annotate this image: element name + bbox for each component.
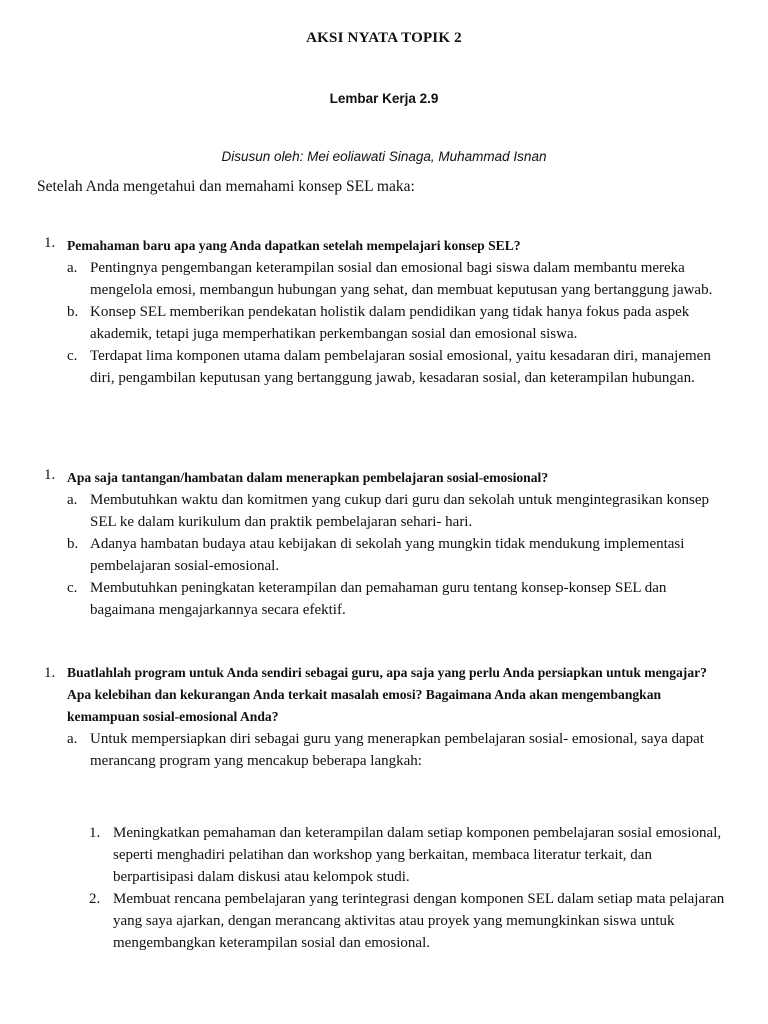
answer-text: Konsep SEL memberikan pendekatan holistik dalam pendidikan yang tidak hanya fokus pada aspek akademik, tetapi juga memperhatikan perkembangan sosial dan emosional siswa. xyxy=(90,304,690,342)
answer-item xyxy=(0,489,768,533)
question-row xyxy=(0,662,768,728)
question-text: Apa saja tantangan/hambatan dalam menerapkan pembelajaran sosial-emosional? xyxy=(67,470,549,485)
authors-line: Disusun oleh: Mei eoliawati Sinaga, Muhammad Isnan xyxy=(221,149,547,164)
step-number: 2. xyxy=(89,891,101,907)
answer-text: Untuk mempersiapkan diri sebagai guru yang menerapkan pembelajaran sosial- emosional, saya dapat merancang program yang mencakup beberapa langkah: xyxy=(90,731,704,769)
question-text: Buatlahlah program untuk Anda sendiri sebagai guru, apa saja yang perlu Anda persiapkan untuk mengajar? Apa kelebihan dan kekurangan Anda terkait masalah emosi? Bagaimana Anda akan mengembangkan kemampuan sosial-emosional Anda? xyxy=(67,665,707,724)
question-section-3 xyxy=(0,662,768,954)
step-text: Membuat rencana pembelajaran yang terintegrasi dengan komponen SEL dalam setiap mata pelajaran yang saya ajarkan, dengan merancang aktivitas atau proyek yang memungkinkan siswa untuk mengembangkan keterampilan sosial dan emosional. xyxy=(113,891,725,951)
answer-text: Membutuhkan waktu dan komitmen yang cukup dari guru dan sekolah untuk mengintegrasikan konsep SEL ke dalam kurikulum dan praktik pembelajaran sehari- hari. xyxy=(90,492,710,530)
answer-letter: a. xyxy=(67,260,78,276)
answer-item xyxy=(0,345,768,389)
question-row xyxy=(0,467,768,489)
question-number: 1. xyxy=(44,235,56,251)
program-step xyxy=(0,822,768,888)
answer-letter: a. xyxy=(67,492,78,508)
answer-item xyxy=(0,257,768,301)
answer-letter: a. xyxy=(67,731,78,747)
spacer xyxy=(0,772,768,822)
answer-letter: b. xyxy=(67,536,79,552)
question-number: 1. xyxy=(44,467,56,483)
question-row xyxy=(0,235,768,257)
question-text: Pemahaman baru apa yang Anda dapatkan setelah mempelajari konsep SEL? xyxy=(67,238,521,253)
step-number: 1. xyxy=(89,825,101,841)
question-section-2 xyxy=(0,467,768,621)
answer-text: Adanya hambatan budaya atau kebijakan di sekolah yang mungkin tidak mendukung implementasi pembelajaran sosial-emosional. xyxy=(90,536,685,574)
answer-letter: b. xyxy=(67,304,79,320)
answer-text: Terdapat lima komponen utama dalam pembelajaran sosial emosional, yaitu kesadaran diri, manajemen diri, pengambilan keputusan yang bertanggung jawab, kesadaran sosial, dan keterampilan hubungan. xyxy=(90,348,711,386)
question-number: 1. xyxy=(44,665,56,681)
answer-text: Pentingnya pengembangan keterampilan sosial dan emosional bagi siswa dalam membantu mereka mengelola emosi, membangun hubungan yang sehat, dan membuat keputusan yang bertanggung jawab. xyxy=(90,260,713,298)
question-section-1 xyxy=(0,235,768,389)
document-title: AKSI NYATA TOPIK 2 xyxy=(306,30,462,46)
answer-letter: c. xyxy=(67,348,78,364)
answer-item xyxy=(0,728,768,772)
answer-text: Membutuhkan peningkatan keterampilan dan pemahaman guru tentang konsep-konsep SEL dan bagaimana mengajarkannya secara efektif. xyxy=(90,580,667,618)
worksheet-subtitle: Lembar Kerja 2.9 xyxy=(329,91,439,106)
answer-item xyxy=(0,301,768,345)
answer-letter: c. xyxy=(67,580,78,596)
intro-text: Setelah Anda mengetahui dan memahami konsep SEL maka: xyxy=(37,178,415,195)
answer-item xyxy=(0,533,768,577)
step-text: Meningkatkan pemahaman dan keterampilan dalam setiap komponen pembelajaran sosial emosional, seperti menghadiri pelatihan dan workshop yang berkaitan, membaca literatur terkait, dan berpartisipasi dalam diskusi atau kelompok studi. xyxy=(113,825,722,885)
answer-item xyxy=(0,577,768,621)
program-step xyxy=(0,888,768,954)
